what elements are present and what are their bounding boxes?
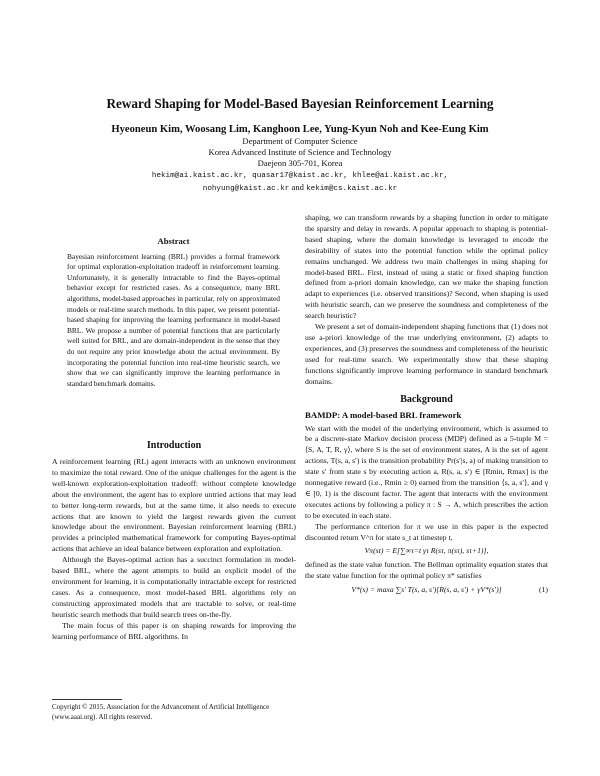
bellman-equation bbox=[305, 585, 548, 596]
abstract-heading: Abstract bbox=[157, 236, 190, 246]
abstract-section bbox=[67, 236, 280, 389]
background-paragraph-2: The performance criterion for π we use in this paper is the expected discounted return V^π for state s_t at timestep t, bbox=[305, 521, 548, 542]
introduction-heading: Introduction bbox=[146, 440, 202, 451]
email-line-2 bbox=[40, 182, 560, 195]
right-paragraph-2: We present a set of domain-independent shaping functions that (1) does not use a-priori knowledge of the true underlying environment, (2) adapts to experiences, and (3) preserves the soundness and completeness of the heuristic used for real-time search. We experimentally show that these shaping functions significantly improve learning performance in standard benchmark domains. bbox=[305, 322, 548, 386]
right-column bbox=[305, 213, 548, 599]
background-paragraph-1: We start with the model of the underlying environment, which is assumed to be a discrete-state Markov decision process (MDP) defined as a 5-tuple M = ⟨S, A, T, R, γ⟩, where S is the set of environment states, A is the set of agent actions, T(s, a, s′) is the transition probability Pr(s′|s, a) of making transition to state s′ from state s by executing action a, R(s, a, s′) ∈ [Rmin, Rmax] is the nonnegative reward (i.e., Rmin ≥ 0) earned from the transition ⟨s, a, s′⟩, and γ ∈ [0, 1) is the discount factor. The agent that interacts with the environment executes actions by following a policy π : S → A, which prescribes the action to be executed in each state. bbox=[305, 423, 548, 520]
background-heading: Background bbox=[400, 393, 453, 405]
introduction-section bbox=[52, 440, 296, 642]
intro-paragraph-3: The main focus of this paper is on shaping rewards for improving the learning performance of BRL algorithms. In bbox=[52, 620, 296, 641]
intro-paragraph-1: A reinforcement learning (RL) agent interacts with an unknown environment to maximize the total reward. One of the unique challenges for the agent is the well-known exploration-exploitation tradeoff: without complete knowledge about the environment, the agent has to explore untried actions that may lead to better long-term rewards, but at the same time, it also needs to execute actions that are known to yield the largest rewards given the current knowledge about the environment. Bayesian reinforcement learning (BRL) provides a principled mathematical framework for computing Bayes-optimal actions that achieve an ideal balance between exploration and exploitation. bbox=[52, 457, 296, 554]
paper-title: Reward Shaping for Model-Based Bayesian Reinforcement Learning bbox=[106, 96, 494, 111]
copyright-text: Copyright © 2015, Association for the Advancement of Artificial Intelligence (www.aaai.org). All rights reserved. bbox=[52, 703, 270, 721]
email-kekim: kekim@cs.kaist.ac.kr bbox=[306, 185, 398, 193]
email-nohyung: nohyung@kaist.ac.kr bbox=[202, 185, 290, 193]
bamdp-heading: BAMDP: A model-based BRL framework bbox=[305, 409, 462, 420]
bellman-equation-body: V*(s) = maxa ∑s′ T(s, a, s′)[R(s, a, s′) + γV*(s′)] bbox=[351, 585, 502, 595]
abstract-text: Bayesian reinforcement learning (BRL) provides a formal framework for optimal exploration-exploitation tradeoff in reinforcement learning. Unfortunately, it is generally intractable to find the Bayes-optimal behavior except for restricted cases. As a consequence, many BRL algorithms, model-based approaches in particular, rely on approximated models or real-time search methods. In this paper, we present potential-based shaping for improving the learning performance in model-based BRL. We propose a number of potential functions that are particularly well suited for BRL, and are domain-independent in the sense that they do not require any prior knowledge about the actual environment. By incorporating the potential function into real-time heuristic search, we show that we can significantly improve the learning performance in standard benchmark domains. bbox=[67, 251, 280, 388]
right-paragraph-1: shaping, we can transform rewards by a shaping function in order to mitigate the sparsity and delay in rewards. A popular approach to shaping is potential-based shaping, where the domain knowledge is leveraged to encode the desirability of states into the potential function while the optimal policy remains unchanged. We address two main challenges in using shaping for model-based BRL. First, instead of using a static or fixed shaping function defined from a-priori domain knowledge, can we make the shaping function adapt to experiences (i.e. observed transitions)? Second, when shaping is used with heuristic search, can we preserve the soundness and completeness of the search heuristic? bbox=[305, 213, 548, 321]
address: Daejeon 305-701, Korea bbox=[257, 158, 343, 168]
equation-number: (1) bbox=[539, 585, 548, 595]
value-function-equation: Vπ(st) = E[∑∞τ=t γτ R(sτ, π(sτ), sτ+1)], bbox=[364, 546, 489, 556]
footnote-rule bbox=[52, 699, 122, 700]
author-list: Hyeoneun Kim, Woosang Lim, Kanghoon Lee, Yung-Kyun Noh and Kee-Eung Kim bbox=[111, 124, 489, 135]
intro-paragraph-2: Although the Bayes-optimal action has a succinct formulation in model-based BRL, where the agent attempts to build an explicit model of the environment for learning, it is computationally intractable except for restricted cases. As a consequence, most model-based BRL algorithms rely on constructing approximated models that are tractable to solve, or real-time heuristic search methods that build search trees on-the-fly. bbox=[52, 555, 296, 619]
department: Department of Computer Science bbox=[242, 136, 358, 146]
background-paragraph-3: defined as the state value function. The Bellman optimality equation states that the state value function for the optimal policy π* satisfies bbox=[305, 560, 548, 581]
affiliation-block bbox=[40, 136, 560, 195]
email-and: and bbox=[289, 182, 307, 192]
institute: Korea Advanced Institute of Science and Technology bbox=[208, 147, 392, 157]
email-line-1: hekim@ai.kaist.ac.kr, quasar17@kaist.ac.kr, khlee@ai.kaist.ac.kr, bbox=[151, 172, 449, 180]
copyright-note bbox=[52, 699, 296, 722]
